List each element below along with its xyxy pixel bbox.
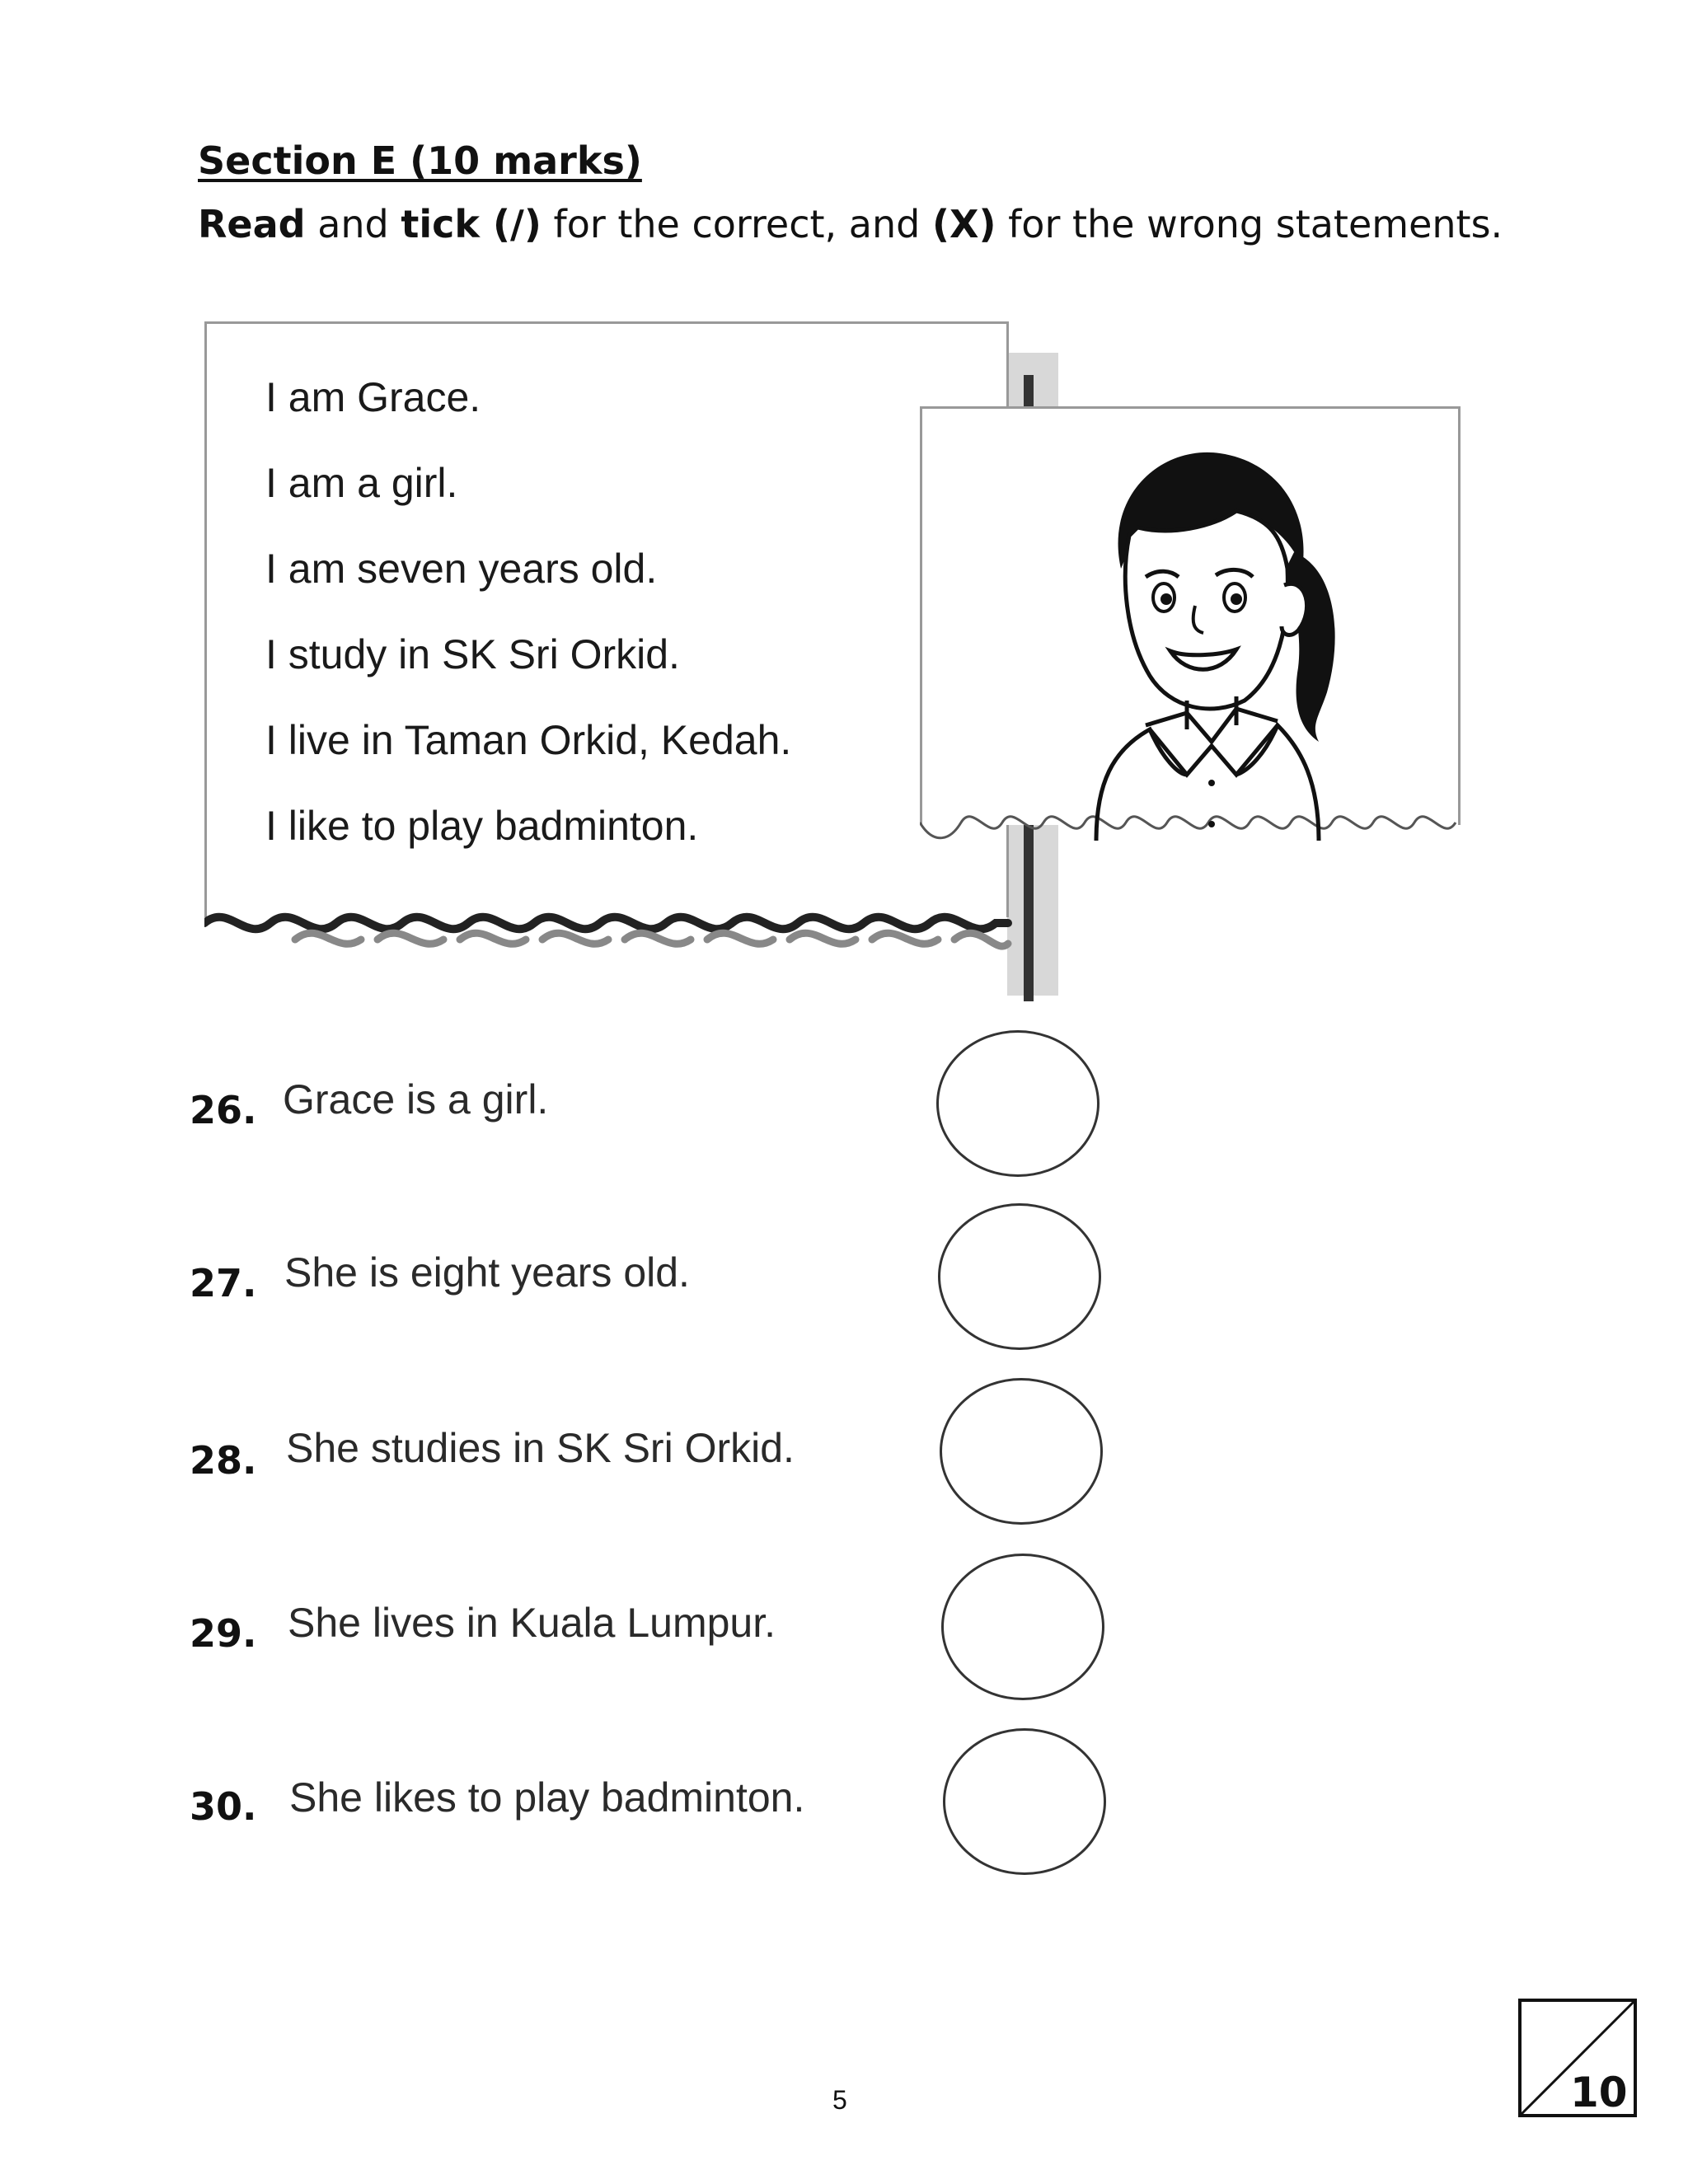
question-text: Grace is a girl. <box>283 1076 549 1122</box>
instruction-for-correct: for the correct, and <box>541 202 932 246</box>
card-line: I study in SK Sri Orkid. <box>265 631 680 677</box>
girl-illustration <box>1071 429 1352 841</box>
answer-circle[interactable] <box>940 1378 1103 1525</box>
section-title: Section E (10 marks) <box>198 138 642 183</box>
card-line: I am a girl. <box>265 460 458 506</box>
instructions <box>198 202 1503 246</box>
question-number: 28. <box>190 1438 257 1483</box>
instruction-tick: tick (/) <box>401 202 542 246</box>
score-total: 10 <box>1570 2069 1628 2116</box>
question-text: She lives in Kuala Lumpur. <box>288 1600 776 1646</box>
answer-circle[interactable] <box>941 1554 1104 1700</box>
question-number: 26. <box>190 1088 257 1132</box>
answer-circle[interactable] <box>936 1030 1100 1177</box>
answer-circle[interactable] <box>938 1203 1101 1350</box>
instruction-for-wrong: for the wrong statements. <box>996 202 1503 246</box>
card-line: I live in Taman Orkid, Kedah. <box>265 717 792 763</box>
instruction-cross: (X) <box>931 202 996 246</box>
reading-card-text <box>265 373 791 887</box>
card-line: I like to play badminton. <box>265 803 699 849</box>
question-text: She studies in SK Sri Orkid. <box>286 1425 795 1471</box>
question-text: She likes to play badminton. <box>289 1774 805 1821</box>
page-number: 5 <box>832 2085 847 2115</box>
card-line: I am seven years old. <box>265 546 658 592</box>
question-number: 30. <box>190 1784 257 1829</box>
card-line: I am Grace. <box>265 374 481 420</box>
instruction-and: and <box>305 202 401 246</box>
question-number: 29. <box>190 1611 257 1656</box>
question-number: 27. <box>190 1261 257 1305</box>
reading-card-wavy-edge <box>204 907 1037 997</box>
question-text: She is eight years old. <box>284 1249 690 1296</box>
instruction-read: Read <box>198 202 306 246</box>
answer-circle[interactable] <box>943 1728 1106 1875</box>
